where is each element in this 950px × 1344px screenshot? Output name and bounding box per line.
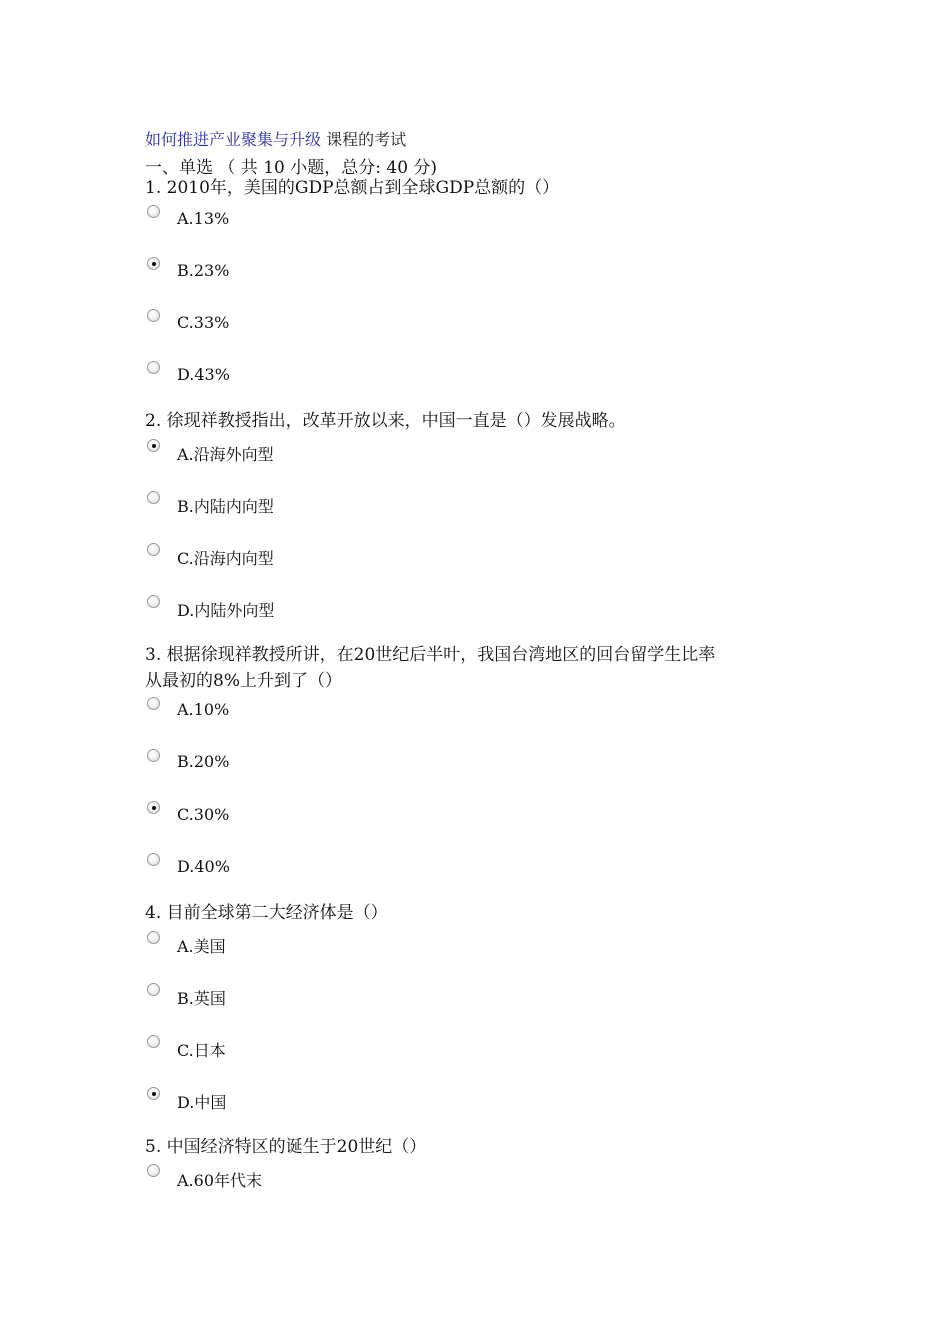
question-5-option-a-radio[interactable] <box>147 1164 160 1177</box>
question-4-option-d-label: D.中国 <box>177 1093 227 1112</box>
question-3-option-c-label: C.30% <box>177 805 230 824</box>
section-header: 一、单选 （ 共 10 小题，总分: 40 分) <box>145 158 438 178</box>
question-4-option-a-label: A.美国 <box>177 937 226 956</box>
question-3-option-c-radio[interactable] <box>147 801 160 814</box>
course-link[interactable]: 如何推进产业聚集与升级 <box>145 130 322 149</box>
question-3-option-b-label: B.20% <box>177 752 230 771</box>
question-3-option-b-radio[interactable] <box>147 749 160 762</box>
question-4-option-b-radio[interactable] <box>147 983 160 996</box>
question-2-option-d-radio[interactable] <box>147 595 160 608</box>
question-3-option-d-radio[interactable] <box>147 853 160 866</box>
question-4-text: 4. 目前全球第二大经济体是（） <box>145 903 388 923</box>
question-1-option-b-label: B.23% <box>177 261 230 280</box>
course-title <box>145 127 406 150</box>
question-1-option-a-radio[interactable] <box>147 205 160 218</box>
question-1-option-a-label: A.13% <box>177 209 230 228</box>
question-4-option-c-label: C.日本 <box>177 1041 226 1060</box>
question-5-option-a-label: A.60年代末 <box>177 1171 263 1190</box>
question-2-option-c-label: C.沿海内向型 <box>177 549 274 568</box>
question-2-option-c-radio[interactable] <box>147 543 160 556</box>
question-2-option-d-label: D.内陆外向型 <box>177 601 275 620</box>
question-1-option-d-label: D.43% <box>177 365 230 384</box>
question-1-option-c-radio[interactable] <box>147 309 160 322</box>
course-title-suffix: 课程的考试 <box>321 130 407 149</box>
question-3-text-line2: 从最初的8%上升到了（） <box>145 671 342 691</box>
question-3-option-a-radio[interactable] <box>147 697 160 710</box>
question-2-text: 2. 徐现祥教授指出，改革开放以来，中国一直是（）发展战略。 <box>145 411 626 431</box>
question-2-option-a-label: A.沿海外向型 <box>177 445 274 464</box>
question-2-option-b-label: B.内陆内向型 <box>177 497 274 516</box>
question-5-text: 5. 中国经济特区的诞生于20世纪（） <box>145 1137 427 1157</box>
question-1-option-b-radio[interactable] <box>147 257 160 270</box>
question-4-option-a-radio[interactable] <box>147 931 160 944</box>
question-2-option-b-radio[interactable] <box>147 491 160 504</box>
question-3-text-line1: 3. 根据徐现祥教授所讲，在20世纪后半叶，我国台湾地区的回台留学生比率 <box>145 645 716 665</box>
question-3-option-a-label: A.10% <box>177 700 230 719</box>
question-1-text: 1. 2010年，美国的GDP总额占到全球GDP总额的（） <box>145 178 560 198</box>
question-3-option-d-label: D.40% <box>177 857 230 876</box>
question-1-option-c-label: C.33% <box>177 313 230 332</box>
question-4-option-d-radio[interactable] <box>147 1087 160 1100</box>
question-1-option-d-radio[interactable] <box>147 361 160 374</box>
question-4-option-b-label: B.英国 <box>177 989 226 1008</box>
question-2-option-a-radio[interactable] <box>147 439 160 452</box>
question-4-option-c-radio[interactable] <box>147 1035 160 1048</box>
